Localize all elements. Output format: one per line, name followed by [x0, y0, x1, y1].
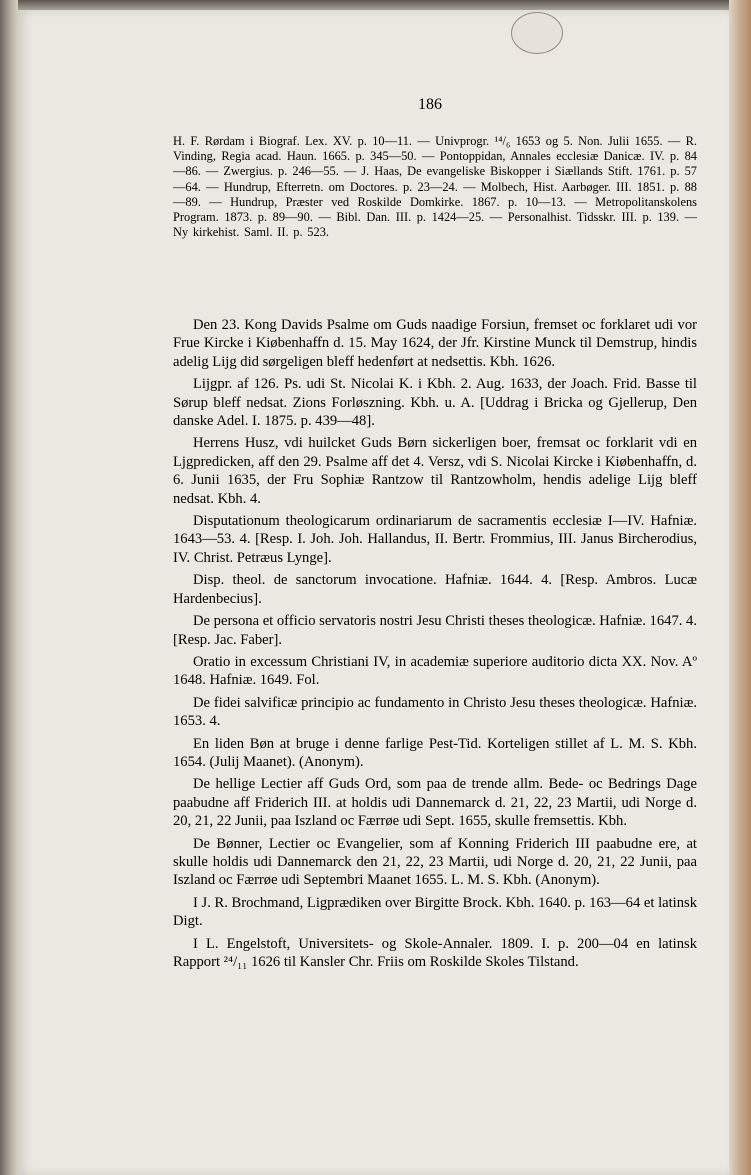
reference-paragraph: H. F. Rørdam i Biograf. Lex. XV. p. 10—11. — Univprogr. ¹⁴/₆ 1653 og 5. Non. Julii 1655. — R. Vinding, Regia acad. Haun. 1665. p. 345—50. — Pontoppidan, Annales ecclesiæ Danicæ. IV. p. 84—86. — Zwergius. p. 246—55. — J. Haas, De evangeliske Biskopper i Siællands Stift. 1761. p. 57—64. — Hundrup, Efterretn. om Doctores. p. 23—24. — Molbech, Hist. Aarbøger. III. 1851. p. 88—89. — Hundrup, Præster ved Roskilde Domkirke. 1867. p. 10—13. — Metropolitanskolens Program. 1873. p. 89—90. — Bibl. Dan. III. p. 1424—25. — Personalhist. Tidsskr. III. p. 139. — Ny kirkehist. Saml. II. p. 523. — [173, 134, 697, 240]
book-gutter-edge — [0, 0, 18, 1175]
bibliography-entry: De hellige Lectier aff Guds Ord, som paa de trende allm. Bede- oc Bedrings Dage paabudne aff Friderich III. at holdis udi Dannemarck d. 21, 22, 23 Martii, udi Norge d. 20, 21, 22 Junii, paa Iszland oc Færrøe udi Sept. 1655, skulle fremsettis. Kbh. — [173, 776, 697, 830]
bibliography-entry: Lijgpr. af 126. Ps. udi St. Nicolai K. i Kbh. 2. Aug. 1633, der Joach. Frid. Basse til Sørup bleff nedsat. Zions Forløszning. Kbh. u. A. [Uddrag i Bricka og Gjellerup, Den danske Adel. I. 1875. p. 439—48]. — [173, 376, 697, 430]
bibliography-entry: Oratio in excessum Christiani IV, in academiæ superiore auditorio dicta XX. Nov. Aº 1648. Hafniæ. 1649. Fol. — [173, 653, 697, 689]
bibliography-entry: Herrens Husz, vdi huilcket Guds Børn sickerligen boer, fremsat oc forklarit vdi en Ljgpredicken, aff den 29. Psalme aff det 4. Versz, vdi S. Nicolai Kircke i Kiøbenhaffn, d. 6. Junii 1635, der Fru Sophiæ Rantzow til Rantzowholm, hendis adelige Lijg bleff nedsat. Kbh. 4. — [173, 435, 697, 507]
bibliography-entry: De Bønner, Lectier oc Evangelier, som af Konning Friderich III paabudne ere, at skulle holdis udi Dannemarck den 21, 22, 23 Martii, udi Norge d. 20, 21, 22 Junii, paa Iszland oc Færrøe udi Septembri Maanet 1655. L. M. S. Kbh. (Anonym). — [173, 835, 697, 889]
book-fore-edge — [729, 0, 751, 1175]
bibliography-entry: Disputationum theologicarum ordinariarum de sacramentis ecclesiæ I—IV. Hafniæ. 1643—53. 4. [Resp. I. Joh. Joh. Hallandus, II. Bertr. Frommius, III. Janus Bircherodius, IV. Christ. Petræus Lynge]. — [173, 513, 697, 566]
bibliography-entry: Den 23. Kong Davids Psalme om Guds naadige Forsiun, fremset oc forklaret udi vor Frue Kircke i Kiøbenhaffn d. 15. May 1624, der Jfr. Kirstine Munck til Demstrup, hindis adelig Lijg did sørgeligen bleff hedenført at nedsettis. Kbh. 1626. — [173, 317, 697, 370]
bibliography-entry: I L. Engelstoft, Universitets- og Skole-Annaler. 1809. I. p. 200—04 en latinsk Rapport ²⁴/₁₁ 1626 til Kansler Chr. Friis om Roskilde Skoles Tilstand. — [173, 935, 697, 970]
bibliography-entry: De persona et officio servatoris nostri Jesu Christi theses theologicæ. Hafniæ. 1647. 4. [Resp. Jac. Faber]. — [173, 613, 697, 648]
punch-hole — [511, 12, 563, 54]
bibliography-entry: En liden Bøn at bruge i denne farlige Pest-Tid. Korteligen stillet af L. M. S. Kbh. 1654. (Julij Maanet). (Anonym). — [173, 735, 697, 770]
bibliography-list — [173, 316, 697, 975]
bibliography-entry: De fidei salvificæ principio ac fundamento in Christo Jesu theses theologicæ. Hafniæ. 1653. 4. — [173, 694, 697, 730]
page-number: 186 — [418, 96, 442, 113]
bibliography-entry: I J. R. Brochmand, Ligprædiken over Birgitte Brock. Kbh. 1640. p. 163—64 et latinsk Digt. — [173, 894, 697, 930]
bibliography-entry: Disp. theol. de sanctorum invocatione. Hafniæ. 1644. 4. [Resp. Ambros. Lucæ Hardenbecius]. — [173, 572, 697, 607]
